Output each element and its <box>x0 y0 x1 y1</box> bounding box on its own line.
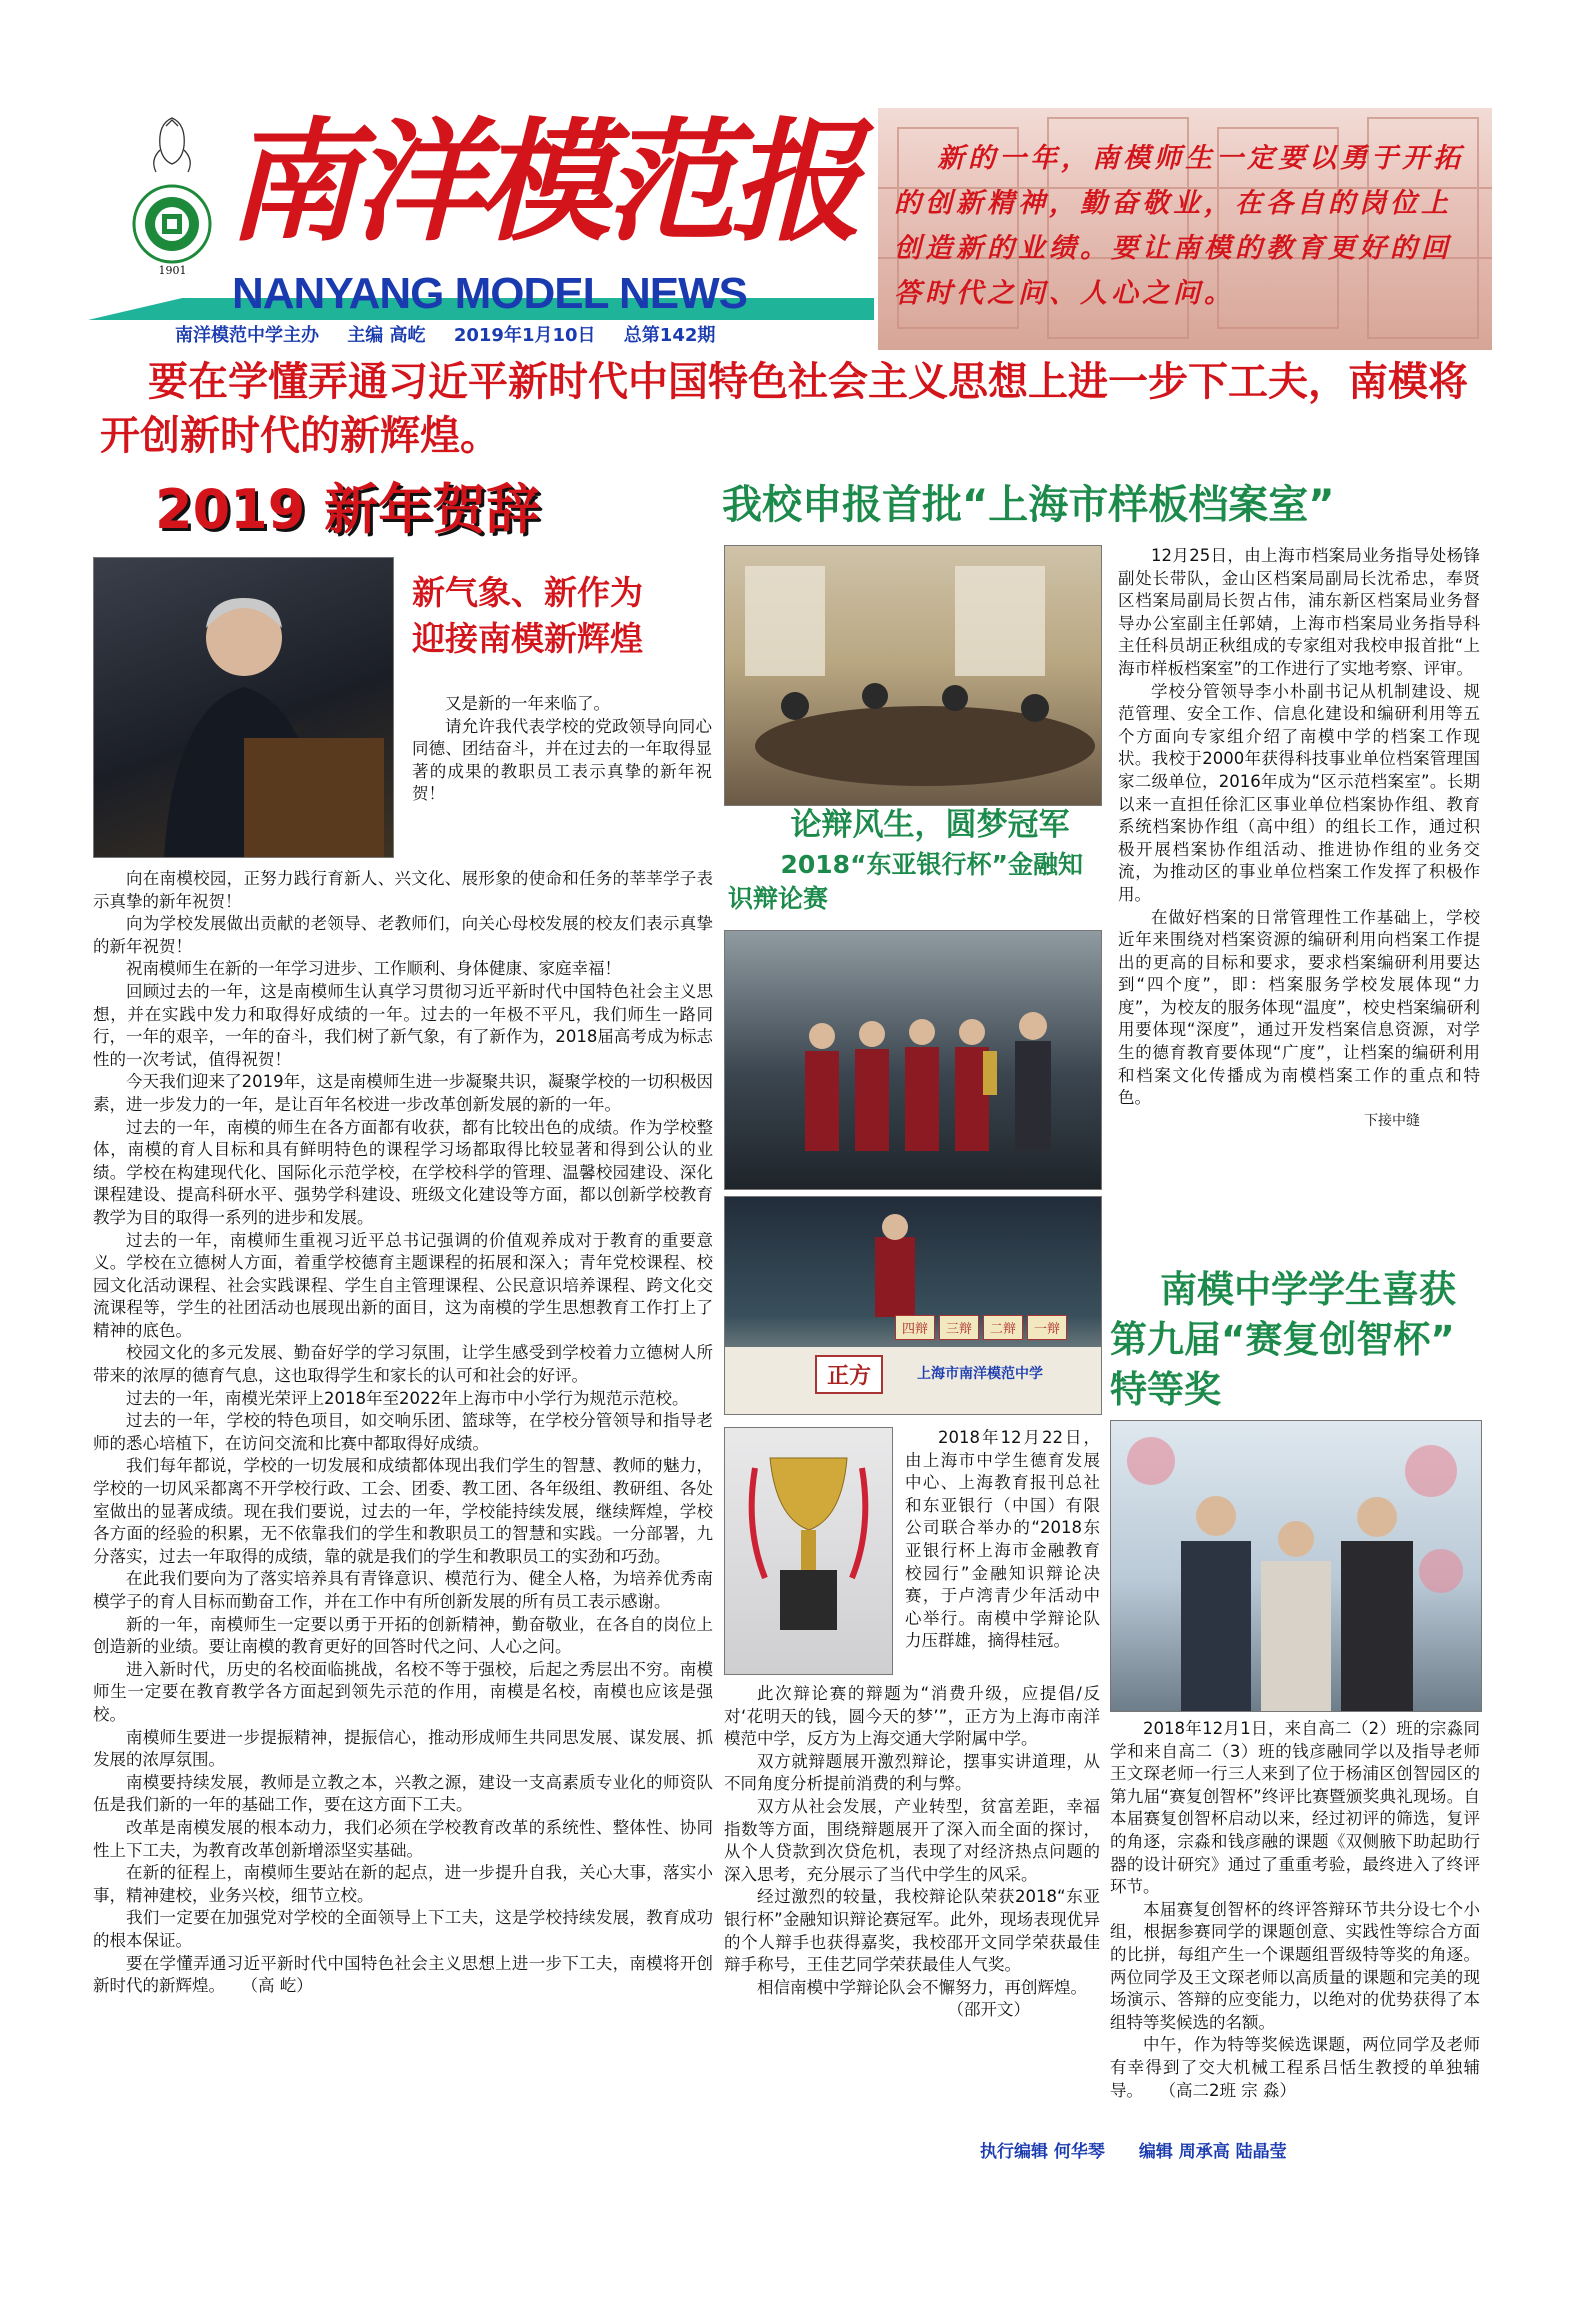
body-paragraph: 经过激烈的较量，我校辩论队荣获2018“东亚银行杯”金融知识辩论赛冠军。此外，现场表现优异的个人辩手也获得嘉奖，我校邵开文同学荣获最佳辩手称号，王佳艺同学荣获最佳人气奖。 <box>724 1887 1100 1975</box>
masthead <box>0 0 1595 345</box>
archive-body <box>1118 545 1480 1132</box>
archive-inspection-photo <box>724 545 1102 806</box>
body-paragraph: 相信南模中学辩论队会不懈努力，再创辉煌。 <box>757 1977 1087 1997</box>
body-paragraph: 12月25日，由上海市档案局业务指导处杨锋副处长带队，金山区档案局副局长沈希忠，奉贤区档案局副局长贺占伟，浦东新区档案局业务督导办公室副主任郭婧，上海市档案局业务指导科主任科员胡正秋组成的专家组对我校申报首批“上海市样板档案室”的工作进行了实地考察、评审。 <box>1118 546 1480 678</box>
body-paragraph: 双方从社会发展，产业转型，贫富差距，幸福指数等方面，围绕辩题展开了深入而全面的探讨，从个人贷款到次贷危机，表现了对经济热点问题的深入思考，充分展示了当代中学生的风采。 <box>724 1796 1100 1884</box>
debate-subtitle: 2018“东亚银行杯”金融知识辩论赛 <box>728 850 1083 913</box>
body-paragraph <box>1110 2034 1480 2102</box>
body-paragraph: 本届赛复创智杯的终评答辩环节共分设七个小组，根据参赛同学的课题创意、实践性等综合方面的比拼，每组产生一个课题组晋级特等奖的角逐。两位同学及王文琛老师以高质量的课题和完美的现场演示、答辩的应变能力，以绝对的优势获得了本组特等奖候选的名额。 <box>1110 1899 1480 2032</box>
school-logo <box>130 112 215 282</box>
subtitle-line2: 迎接南模新辉煌 <box>412 619 643 658</box>
newspaper-title: 南洋模范报 <box>226 105 856 260</box>
card-3rd: 三辩 <box>939 1315 979 1340</box>
publisher: 南洋模范中学主办 <box>175 325 319 346</box>
slogan-text: 新的一年，南模师生一定要以勇于开拓的创新精神，勤奋敬业，在各自的岗位上创造新的业绩。要让南模的教育更好的回答时代之问、人心之问。 <box>894 143 1465 309</box>
body-paragraph: 进入新时代，历史的名校面临挑战，名校不等于强校，后起之秀层出不穷。南模师生一定要在教育教学各方面起到领先示范的作用，南模是名校，南模也应该是强校。 <box>93 1659 713 1724</box>
editors: 编辑 周承高 陆晶莹 <box>1138 2142 1287 2162</box>
new-year-banner: 2019 新年贺辞 <box>155 478 541 541</box>
body-paragraph: 过去的一年，南模光荣评上2018年至2022年上海市中小学行为规范示范校。 <box>126 1388 689 1408</box>
article-signature: （高二2班 宗 淼） <box>1159 2080 1296 2100</box>
article-body <box>93 868 713 1998</box>
body-paragraph: 改革是南模发展的根本动力，我们必须在学校教育改革的系统性、整体性、协同性上下工夫，为教育改革创新增添坚实基础。 <box>93 1817 713 1860</box>
article-signature: （邵开文） <box>947 2000 1030 2020</box>
debate-stage-photo <box>724 1196 1102 1415</box>
body-paragraph: 新的一年，南模师生一定要以勇于开拓的创新精神，勤奋敬业，在各自的岗位上创造新的业绩。要让南模的教育更好的回答时代之问、人心之问。 <box>93 1614 713 1657</box>
card-2nd: 二辩 <box>983 1315 1023 1340</box>
issue-info <box>175 324 875 348</box>
body-paragraph: 此次辩论赛的辩题为“消费升级，应提倡/反对‘花明天的钱，圆今天的梦’”，正方为上海市南洋模范中学，反方为上海交通大学附属中学。 <box>724 1684 1100 1749</box>
article-subtitle <box>412 570 712 662</box>
body-paragraph: 我们每年都说，学校的一切发展和成绩都体现出我们学生的智慧、教师的魅力，学校的一切风采都离不开学校行政、工会、团委、教工团、各年级组、教研组、各处室做出的显著成绩。现在我们要说，过去的一年，学校能持续发展，继续辉煌，学校各方面的经验的积累，无不依靠我们的学生和教职员工的智慧和实践。一分部署，九分落实，过去一年取得的成绩，靠的就是我们的学生和教职员工的实劲和巧劲。 <box>93 1456 713 1566</box>
newspaper-title-en: NANYANG MODEL NEWS <box>232 269 747 318</box>
issue-date: 2019年1月10日 <box>453 325 596 346</box>
award-title-line3: 特等奖 <box>1110 1368 1221 1411</box>
card-1st: 一辩 <box>1027 1315 1067 1340</box>
body-paragraph: 双方就辩题展开激烈辩论，摆事实讲道理，从不同角度分析提前消费的利与弊。 <box>724 1751 1100 1794</box>
issue-number: 总第142期 <box>623 325 716 346</box>
body-paragraph: 在做好档案的日常管理性工作基础上，学校近年来围绕对档案资源的编研利用向档案工作提出的更高的目标和要求，要求档案编研利用要达到“四个度”，即：档案服务学校发展体现“力度”，为校友的服务体现“温度”，校史档案编研利用要体现“深度”，通过开发档案信息资源，对学生的德育教育要体现“广度”，让档案的编研利用和档案文化传播成为南模档案工作的重点和特色。 <box>1118 907 1480 1108</box>
award-closing: 中午，作为特等奖候选课题，两位同学及老师有幸得到了交大机械工程系吕恬生教授的单独辅导。 <box>1110 2035 1480 2100</box>
body-paragraph: 学校分管领导李小朴副书记从机制建设、规范管理、安全工作、信息化建设和编研利用等五个方面向专家组介绍了南模中学的档案工作现状。我校于2000年获得科技事业单位档案管理国家二级单位，2016年成为“区示范档案室”。长期以来一直担任徐汇区事业单位档案协作组、教育系统档案协作组（高中组）的组长工作，通过积极开展档案协作组活动、推进协作组的业务交流，为推动区的事业单位档案工作发挥了积极作用。 <box>1118 681 1480 904</box>
article-signature: （高 屹） <box>241 1976 313 1996</box>
main-headline: 要在学懂弄通习近平新时代中国特色社会主义思想上进一步下工夫，南模将开创新时代的新辉煌。 <box>100 359 1468 459</box>
body-paragraph: 过去的一年，学校的特色项目，如交响乐团、篮球等，在学校分管领导和指导老师的悉心培植下，在访问交流和比赛中都取得好成绩。 <box>93 1411 713 1453</box>
subtitle-line1: 新气象、新作为 <box>412 573 643 612</box>
card-4th: 四辩 <box>895 1315 935 1340</box>
debate-team-photo <box>724 930 1102 1190</box>
body-paragraph: 今天我们迎来了2019年，这是南模师生进一步凝聚共识，凝聚学校的一切积极因素，进一步发力的一年，是让百年名校进一步改革创新发展的新的一年。 <box>93 1072 713 1114</box>
continue-note: 下接中缝 <box>1364 1112 1420 1129</box>
body-paragraph: 我们一定要在加强党对学校的全面领导上下工夫，这是学校持续发展，教育成功的根本保证。 <box>93 1908 713 1950</box>
body-paragraph: 校园文化的多元发展、勤奋好学的学习氛围，让学生感受到学校着力立德树人所带来的浓厚的德育气息，这也取得学生和家长的认可和社会的好评。 <box>93 1343 713 1386</box>
chief-editor: 主编 高屹 <box>347 325 426 346</box>
body-paragraph: 过去的一年，南模师生重视习近平总书记强调的价值观养成对于教育的重要意义。学校在立德树人方面，着重学校德育主题课程的拓展和深入；青年党校课程、校园文化活动课程、社会实践课程、学生自主管理课程、公民意识培养课程、跨文化交流课程等，学生的社团活动也展现出新的面目，这为南模的学生思想教育工作打上了精神的底色。 <box>93 1230 713 1340</box>
trophy-photo <box>724 1427 893 1675</box>
body-paragraph: 回顾过去的一年，这是南模师生认真学习贯彻习近平新时代中国特色社会主义思想，并在实践中发力和取得好成绩的一年。过去的一年极不平凡，我们师生一路同行，一年的艰辛，一年的奋斗，我们树了新气象，有了新作为，2018届高考成为标志性的一次考试，值得祝贺！ <box>93 981 713 1069</box>
body-paragraph: 南模师生要进一步提振精神，提振信心，推动形成师生共同思发展、谋发展、抓发展的浓厚氛围。 <box>93 1727 713 1770</box>
closing-paragraph: 要在学懂弄通习近平新时代中国特色社会主义思想上进一步下工夫，南模将开创新时代的新辉煌。 <box>93 1953 713 1996</box>
award-title-line2: 第九届“赛复创智杯” <box>1110 1318 1455 1361</box>
body-paragraph: 2018年12月1日，来自高二（2）班的宗淼同学和来自高二（3）班的钱彦融同学以及指导老师王文琛老师一行三人来到了位于杨浦区创智园区的第九届“赛复创智杯”终评比赛暨颁奖典礼现场。自本届赛复创智杯启动以来，经过初评的筛选，复评的角逐，宗淼和钱彦融的课题《双侧腋下助起助行器的设计研究》通过了重重考验，最终进入了终评环节。 <box>1110 1719 1480 1897</box>
body-paragraph: 南模要持续发展，教师是立教之本，兴教之源，建设一支高素质专业化的师资队伍是我们新的一年的基础工作，要在这方面下工夫。 <box>93 1772 713 1815</box>
body-paragraph: 向为学校发展做出贡献的老领导、老教师们，向关心母校发展的校友们表示真挚的新年祝贺！ <box>93 914 713 956</box>
school-sign: 上海市南洋模范中学 <box>917 1366 1043 1382</box>
debate-wrap-text: 2018年12月22日，由上海市中学生德育发展中心、上海教育报刊总社和东亚银行（中国）有限公司联合举办的“2018东亚银行杯上海市金融教育校园行”金融知识辩论决赛，于卢湾青少年活动中心举行。南模中学辩论队力压群雄，摘得桂冠。 <box>905 1428 1100 1651</box>
slogan-panel <box>878 108 1492 350</box>
body-paragraph: 过去的一年，南模的师生在各方面都有收获，都有比较出色的成绩。作为学校整体，南模的育人目标和具有鲜明特色的课程学习场都取得比较显著和得到公认的业绩。学校在构建现代化、国际化示范学校，在学校科学的管理、温馨校园建设、深化课程建设、提高科研水平、强势学科建设、班级文化建设等方面，都以创新学校教育教学为目的取得一系列的进步和发展。 <box>93 1117 713 1227</box>
award-body <box>1110 1718 1480 2102</box>
intro-paragraph: 请允许我代表学校的党政领导向同心同德、团结奋斗，并在过去的一年取得显著的成果的教职员工表示真挚的新年祝贺！ <box>412 716 712 804</box>
debate-body <box>724 1683 1100 2022</box>
article-intro <box>412 693 712 806</box>
principal-photo <box>93 557 394 858</box>
editor-credits <box>980 2140 1480 2164</box>
intro-paragraph: 又是新的一年来临了。 <box>445 694 610 713</box>
logo-year: 1901 <box>158 264 187 277</box>
body-paragraph <box>93 1953 713 1998</box>
award-title <box>1110 1265 1490 1415</box>
body-paragraph: 向在南模校园，正努力践行育新人、兴文化、展形象的使命和任务的莘莘学子表示真挚的新年祝贺！ <box>93 869 713 911</box>
archive-title: 我校申报首批“上海市样板档案室” <box>722 482 1335 528</box>
award-winners-photo <box>1110 1420 1482 1712</box>
debate-title: 论辩风生，圆梦冠军 <box>790 807 1070 843</box>
executive-editor: 执行编辑 何华琴 <box>980 2142 1105 2162</box>
body-paragraph: 祝南模师生在新的一年学习进步、工作顺利、身体健康、家庭幸福！ <box>126 959 621 979</box>
side-label: 正方 <box>815 1355 883 1394</box>
award-title-line1: 南模中学学生喜获 <box>1160 1268 1456 1311</box>
body-paragraph: 在新的征程上，南模师生要站在新的起点，进一步提升自我，关心大事，落实小事，精神建校，业务兴校，细节立校。 <box>93 1863 713 1905</box>
body-paragraph: 在此我们要向为了落实培养具有青锋意识、模范行为、健全人格，为培养优秀南模学子的育人目标而勤奋工作，并在工作中有所创新发展的所有员工表示感谢。 <box>93 1569 713 1611</box>
debate-cards <box>895 1315 1067 1340</box>
